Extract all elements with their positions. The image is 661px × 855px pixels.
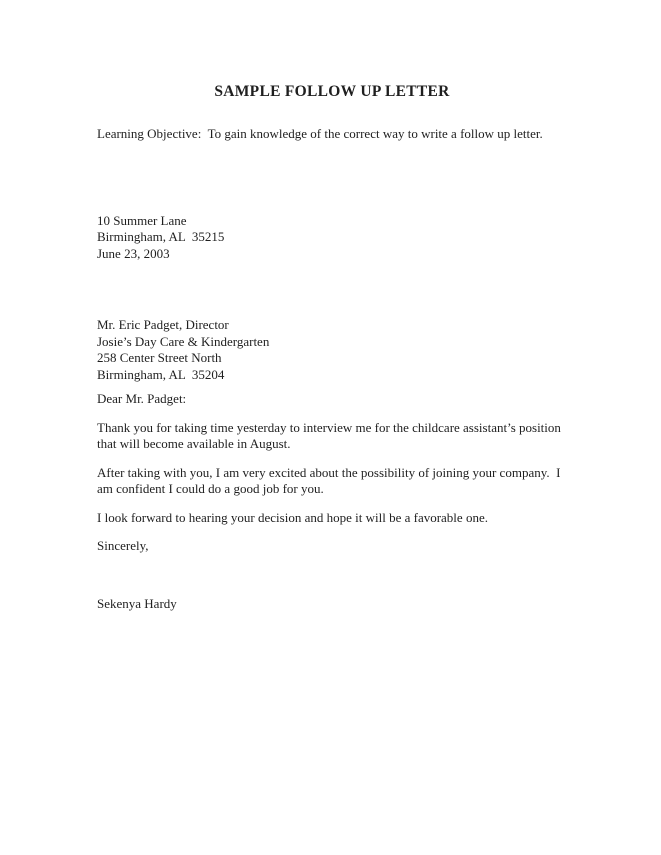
- letter-paragraph: I look forward to hearing your decision and hope it will be a favorable one.: [97, 509, 488, 525]
- recipient-name-title: Mr. Eric Padget, Director: [97, 317, 229, 332]
- sender-address-block: [97, 213, 567, 263]
- letter-paragraph: After taking with you, I am very excited about the possibility of joining your company. I am confident I could do a good job for you.: [97, 464, 564, 496]
- recipient-company: Josie’s Day Care & Kindergarten: [97, 333, 270, 349]
- document-title: SAMPLE FOLLOW UP LETTER: [214, 83, 450, 100]
- recipient-city-state-zip: Birmingham, AL 35204: [97, 366, 225, 382]
- letter-paragraph: Thank you for taking time yesterday to interview me for the childcare assistant’s position that will become available in August.: [97, 419, 565, 451]
- learning-objective: Learning Objective: To gain knowledge of the correct way to write a follow up letter.: [97, 126, 543, 141]
- salutation: Dear Mr. Padget:: [97, 391, 187, 406]
- signature-name: Sekenya Hardy: [97, 595, 177, 611]
- recipient-address-block: [97, 317, 567, 383]
- sender-city-state-zip: Birmingham, AL 35215: [97, 229, 225, 244]
- recipient-street: 258 Center Street North: [97, 350, 222, 365]
- sender-street: 10 Summer Lane: [97, 212, 187, 228]
- closing: Sincerely,: [97, 538, 149, 553]
- letter-date: June 23, 2003: [97, 245, 170, 261]
